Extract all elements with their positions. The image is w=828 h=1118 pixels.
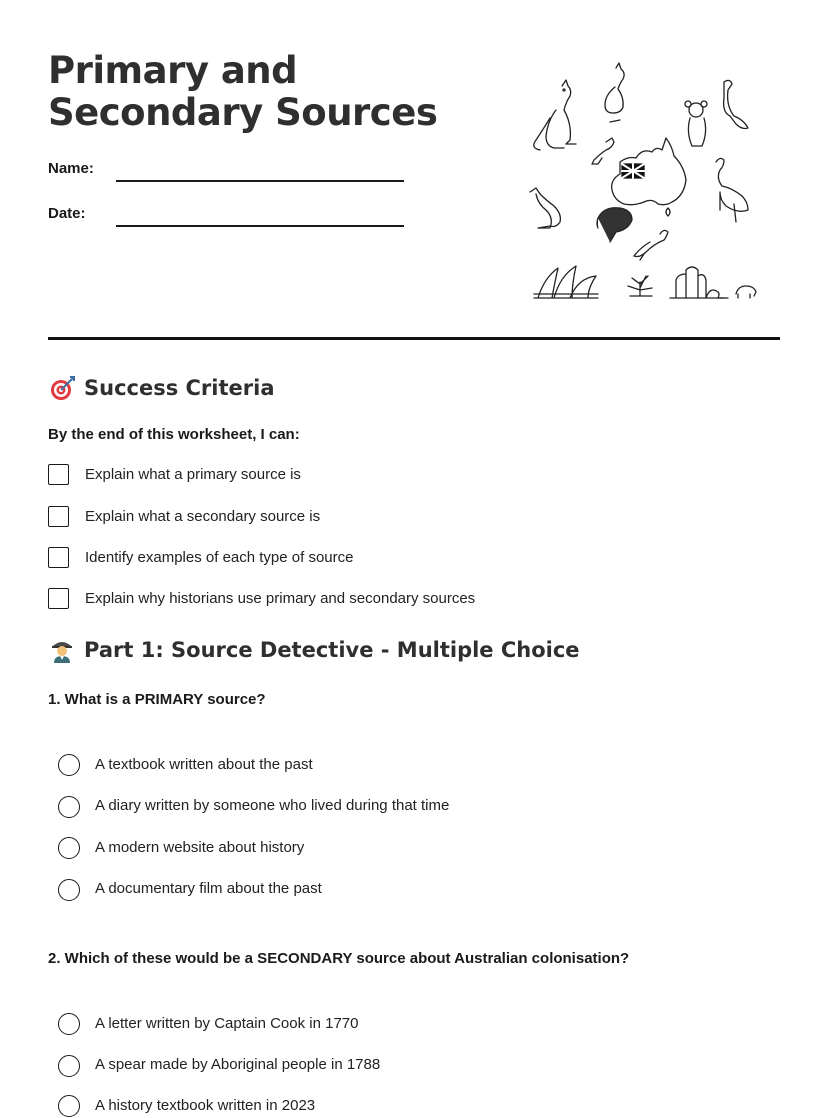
australia-animals-illustration bbox=[520, 58, 770, 308]
koala-icon bbox=[685, 101, 707, 146]
echidna-icon bbox=[597, 208, 632, 242]
uluru-icon bbox=[670, 267, 728, 298]
kangaroo-icon bbox=[605, 63, 624, 122]
name-field[interactable] bbox=[116, 180, 404, 182]
date-label: Date: bbox=[48, 205, 86, 222]
criteria-text: Explain why historians use primary and secondary sources bbox=[85, 590, 476, 607]
detective-icon bbox=[48, 636, 76, 664]
tree-icon bbox=[628, 276, 652, 296]
q2-option-text: A letter written by Captain Cook in 1770 bbox=[95, 1015, 359, 1032]
criteria-checkbox-1[interactable] bbox=[48, 464, 69, 485]
q1-option-1-radio[interactable] bbox=[58, 754, 80, 776]
section-divider bbox=[48, 337, 780, 340]
q1-option-4-radio[interactable] bbox=[58, 879, 80, 901]
q2-option-2-radio[interactable] bbox=[58, 1055, 80, 1077]
success-criteria-heading bbox=[48, 374, 275, 402]
question-1: 1. What is a PRIMARY source? bbox=[48, 691, 266, 708]
q1-option-text: A modern website about history bbox=[95, 839, 305, 856]
criteria-checkbox-4[interactable] bbox=[48, 588, 69, 609]
q1-option-2-radio[interactable] bbox=[58, 796, 80, 818]
question-2: 2. Which of these would be a SECONDARY source about Australian colonisation? bbox=[48, 950, 630, 967]
date-field[interactable] bbox=[116, 225, 404, 227]
emu-icon bbox=[724, 80, 748, 128]
emu-icon bbox=[716, 158, 748, 222]
target-icon bbox=[48, 374, 76, 402]
criteria-text: Explain what a secondary source is bbox=[85, 508, 321, 525]
kangaroo-icon bbox=[534, 80, 576, 150]
opera-house-icon bbox=[534, 266, 598, 298]
criteria-text: Identify examples of each type of source bbox=[85, 549, 354, 566]
australia-map-icon bbox=[612, 138, 686, 216]
q2-option-1-radio[interactable] bbox=[58, 1013, 80, 1035]
q1-option-text: A textbook written about the past bbox=[95, 756, 313, 773]
q1-option-text: A documentary film about the past bbox=[95, 880, 322, 897]
q2-option-text: A history textbook written in 2023 bbox=[95, 1097, 316, 1114]
part1-title: Part 1: Source Detective - Multiple Choice bbox=[84, 638, 580, 662]
criteria-checkbox-2[interactable] bbox=[48, 506, 69, 527]
criteria-checkbox-3[interactable] bbox=[48, 547, 69, 568]
success-intro: By the end of this worksheet, I can: bbox=[48, 426, 300, 443]
success-criteria-title: Success Criteria bbox=[84, 376, 275, 400]
part1-heading bbox=[48, 636, 580, 664]
criteria-text: Explain what a primary source is bbox=[85, 466, 301, 483]
q2-option-text: A spear made by Aboriginal people in 1788 bbox=[95, 1056, 381, 1073]
q1-option-3-radio[interactable] bbox=[58, 837, 80, 859]
name-label: Name: bbox=[48, 160, 94, 177]
kangaroo-icon bbox=[530, 188, 560, 228]
wombat-icon bbox=[736, 286, 756, 298]
q2-option-3-radio[interactable] bbox=[58, 1095, 80, 1117]
emu-icon bbox=[634, 230, 668, 260]
kangaroo-icon bbox=[592, 138, 614, 164]
page-title: Primary and Secondary Sources bbox=[48, 49, 438, 134]
q1-option-text: A diary written by someone who lived during that time bbox=[95, 797, 450, 814]
